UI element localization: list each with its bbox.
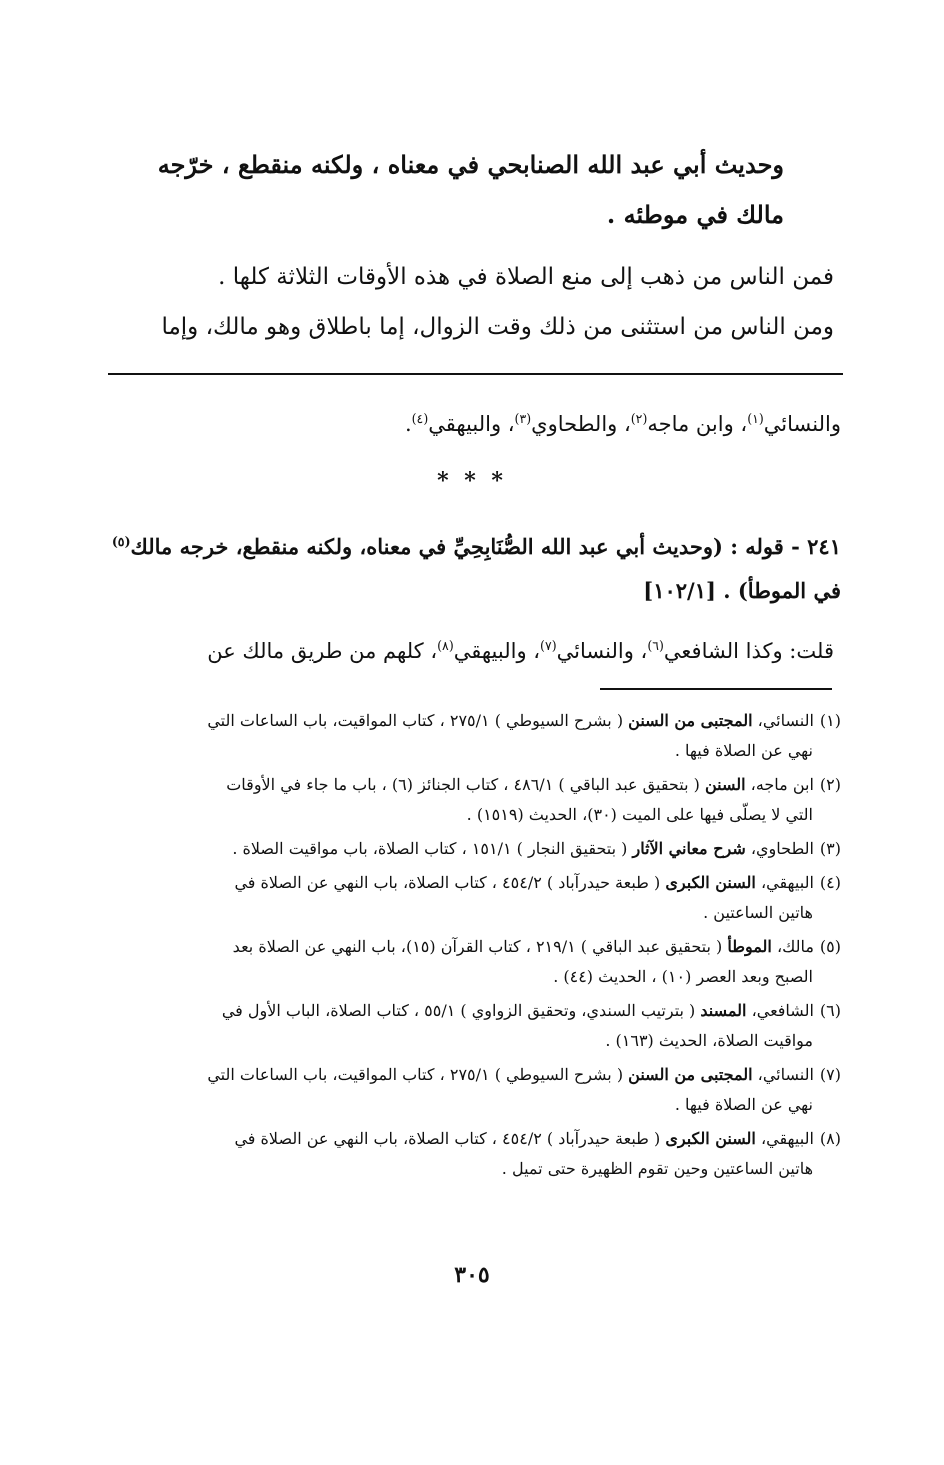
footnote-continuation: هاتين الساعتين . [703,903,813,922]
footnote-8 [100,1124,841,1184]
footnote-continuation: هاتين الساعتين وحين تقوم الظهيرة حتى تميل . [501,1159,813,1178]
footnote-4 [100,868,841,928]
footnote-number: (٤) [819,873,841,892]
commentary-line-2: في الموطأ) . [١٠٢/١] [643,578,841,603]
footnote-3 [100,834,841,864]
cont-text-a: والنسائي [763,412,841,436]
footnote-author: النسائي، [757,711,814,730]
footnote-number: (٢) [819,775,841,794]
footnote-detail: ( بشرح السيوطي ) ٢٧٥/١ ، كتاب المواقيت، باب الساعات التي [207,1065,624,1084]
footnote-continuation: الصبح وبعد العصر (١٠) ، الحديث (٤٤) . [553,967,813,986]
quoted-matn [100,140,784,240]
footnote-continuation: نهي عن الصلاة فيها . [674,741,813,760]
qult-text-b: ، والنسائي [556,639,648,663]
footnote-author: الشافعي، [751,1001,814,1020]
footnote-number: (٣) [819,839,841,858]
section-separator: * * * [437,468,507,494]
footnote-ref-7: (٧) [540,638,557,653]
footnote-2 [100,770,841,830]
footnote-detail: ( بشرح السيوطي ) ٢٧٥/١ ، كتاب المواقيت، باب الساعات التي [207,711,624,730]
footnote-7 [100,1060,841,1120]
footnote-ref-2: (٢) [630,411,648,426]
footnote-1 [100,706,841,766]
main-line-1: فمن الناس من ذهب إلى منع الصلاة في هذه الأوقات الثلاثة كلها . [218,264,834,290]
footnote-detail: ( بترتيب السندي، وتحقيق الزواوي ) ٥٥/١ ، كتاب الصلاة، الباب الأول في [221,1001,696,1020]
cont-text-d: ، والبيهقي [428,412,515,436]
footnote-ref-8: (٨) [437,638,454,653]
qult-text-d: ، كلهم من طريق مالك عن [207,639,438,663]
footnote-ref-5: (٥) [111,534,131,549]
continuation-line [100,398,841,445]
footnote-continuation: نهي عن الصلاة فيها . [674,1095,813,1114]
footnote-detail: ( طبعة حيدرآباد ) ٤٥٤/٢ ، كتاب الصلاة، باب النهي عن الصلاة في [234,1129,661,1148]
qult-text-c: ، والبيهقي [453,639,541,663]
footnote-number: (٦) [819,1001,841,1020]
footnote-continuation: التي لا يصلّى فيها على الميت (٣٠)، الحديث (١٥١٩) . [466,805,813,824]
footnote-continuation: مواقيت الصلاة، الحديث (١٦٣) . [605,1031,813,1050]
cont-text-e: . [404,412,412,436]
footnote-title: شرح معاني الآثار [632,839,746,858]
main-line-2: ومن الناس من استثنى من ذلك وقت الزوال، إما باطلاق وهو مالك، وإما [161,314,834,340]
quoted-line-1: وحديث أبي عبد الله الصنابحي في معناه ، ولكنه منقطع ، خرّجه [157,150,784,179]
footnote-title: السنن الكبرى [665,1129,756,1148]
commentary-head-text: ٢٤١ - قوله : (وحديث أبي عبد الله الصُّنَابِحِيِّ في معناه، ولكنه منقطع، خرجه مالك [130,534,841,559]
footnote-title: الموطأ [727,937,772,956]
quoted-line-2: مالك في موطئه . [606,200,784,229]
footnote-5 [100,932,841,992]
footnote-author: البيهقي، [760,1129,814,1148]
footnote-detail: ( طبعة حيدرآباد ) ٤٥٤/٢ ، كتاب الصلاة، باب النهي عن الصلاة في [234,873,661,892]
footnote-title: المجتبى من السنن [628,711,753,730]
footnote-ref-6: (٦) [647,638,664,653]
commentary-block [100,520,841,613]
footnote-ref-1: (١) [747,411,764,426]
footnote-divider [600,688,832,690]
footnote-number: (٥) [819,937,841,956]
footnote-ref-4: (٤) [411,411,429,426]
footnote-title: السنن الكبرى [665,873,756,892]
footnote-number: (١) [819,711,841,730]
footnote-author: مالك، [776,937,814,956]
footnote-title: المجتبى من السنن [628,1065,753,1084]
main-divider [108,373,843,375]
footnote-author: البيهقي، [760,873,814,892]
footnotes-list [100,706,841,1188]
footnote-detail: ( بتحقيق عبد الباقي ) ٢١٩/١ ، كتاب القرآن (١٥)، باب النهي عن الصلاة بعد [232,937,723,956]
footnote-author: النسائي، [757,1065,814,1084]
qult-text-a: قلت: وكذا الشافعي [663,639,834,663]
main-paragraph [100,252,834,352]
footnote-ref-3: (٣) [514,411,532,426]
cont-text-b: ، وابن ماجه [647,412,748,436]
page-number: ٣٠٥ [454,1262,490,1288]
qult-paragraph [100,625,834,672]
footnote-title: المسند [700,1001,747,1020]
cont-text-c: ، والطحاوي [531,412,631,436]
footnote-detail: ( بتحقيق عبد الباقي ) ٤٨٦/١ ، كتاب الجنائز (٦) ، باب ما جاء في الأوقات [226,775,700,794]
commentary-heading [100,520,841,569]
footnote-6 [100,996,841,1056]
footnote-number: (٨) [819,1129,841,1148]
footnote-detail: ( بتحقيق النجار ) ١٥١/١ ، كتاب الصلاة، باب مواقيت الصلاة . [232,839,628,858]
footnote-number: (٧) [819,1065,841,1084]
footnote-author: الطحاوي، [750,839,814,858]
footnote-title: السنن [704,775,746,794]
footnote-author: ابن ماجه، [750,775,814,794]
